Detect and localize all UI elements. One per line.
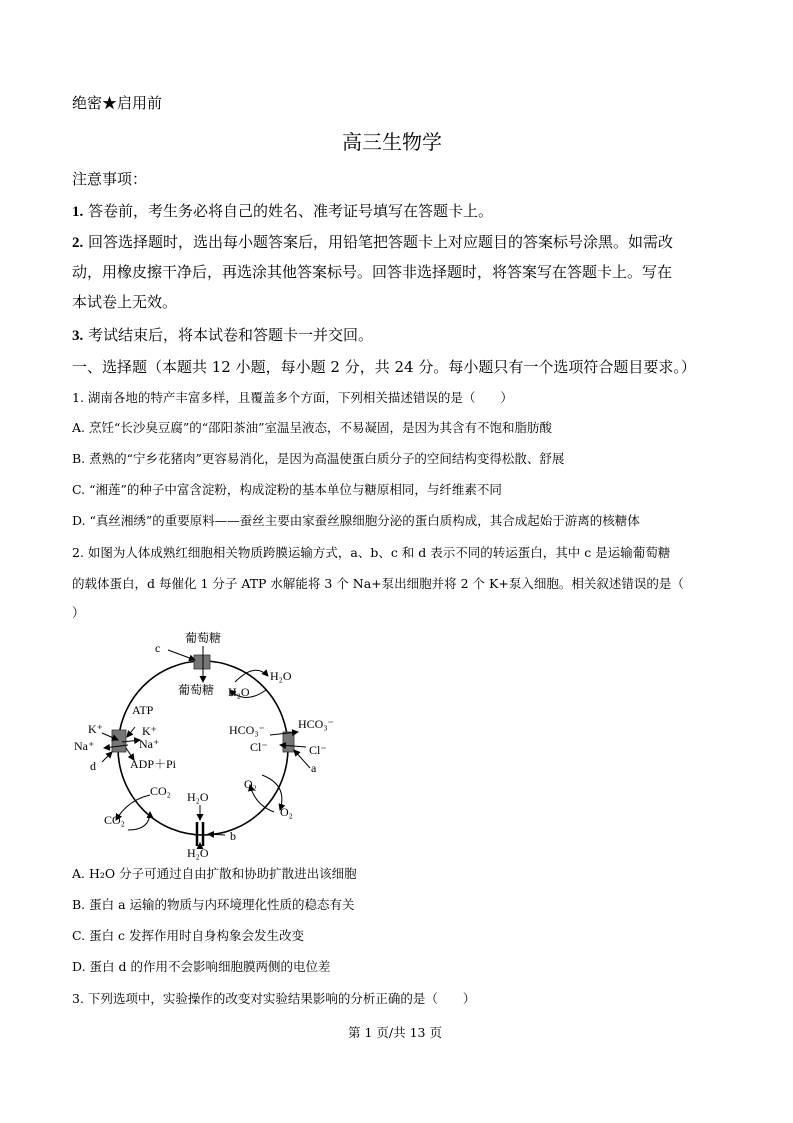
c-pointer <box>168 650 195 660</box>
protein-a <box>283 732 294 752</box>
atp-arrow <box>127 727 135 737</box>
label-o2-out: O₂ <box>280 805 293 819</box>
label-glucose-in: 葡萄糖 <box>178 683 215 697</box>
page-footer: 第 1 页/共 13 页 <box>348 1025 442 1040</box>
label-cl-in: Cl⁻ <box>250 740 268 754</box>
q2-stem-line1: 2. 如图为人体成熟红细胞相关物质跨膜运输方式，a、b、c 和 d 表示不同的转运蛋白，其中 c 是运输葡萄糖 <box>72 545 671 560</box>
section-heading: 一、选择题（本题共 12 小题，每小题 2 分，共 24 分。每小题只有一个选项符合题目要求。） <box>72 358 696 376</box>
notice-item-1-text: 答卷前，考生务必将自己的姓名、准考证号填写在答题卡上。 <box>88 202 494 220</box>
label-h2o-top: H₂O <box>187 790 209 804</box>
protein-d <box>112 730 126 752</box>
label-h2o-right-in: H₂O <box>228 685 250 699</box>
q2-option-b: B. 蛋白 a 运输的物质与内环境理化性质的稳态有关 <box>72 897 355 912</box>
notice-heading: 注意事项： <box>72 170 148 188</box>
label-h2o-right-out: H₂O <box>270 669 292 683</box>
label-co2-in: CO₂ <box>150 784 171 798</box>
q2-stem-line2: 的载体蛋白，d 每催化 1 分子 ATP 水解能将 3 个 Na+泵出细胞并将 2 个 K+泵入细胞。相关叙述错误的是（ <box>72 576 684 591</box>
q2-stem-line3: ） <box>72 605 85 620</box>
q3-stem: 3. 下列选项中，实验操作的改变对实验结果影响的分析正确的是（ ） <box>72 991 476 1006</box>
label-na-out: Na⁺ <box>74 739 95 753</box>
label-na-in: Na⁺ <box>139 737 160 751</box>
q1-option-d: D. “真丝湘绣”的重要原料——蚕丝主要由家蚕丝腺细胞分泌的蛋白质构成，其合成起始于游离的核糖体 <box>72 513 640 528</box>
q1-option-b: B. 煮熟的“宁乡花猪肉”更容易消化，是因为高温使蛋白质分子的空间结构变得松散、舒展 <box>72 451 565 466</box>
notice-item-2-line2: 动，用橡皮擦干净后，再选涂其他答案标号。回答非选择题时，将答案写在答题卡上。写在 <box>72 263 673 281</box>
label-co2-out: CO₂ <box>104 813 125 827</box>
label-k-in: K⁺ <box>142 724 157 738</box>
notice-item-2-line3: 本试卷上无效。 <box>72 293 178 311</box>
q2-option-d: D. 蛋白 d 的作用不会影响细胞膜两侧的电位差 <box>72 959 331 974</box>
label-b: b <box>230 829 236 843</box>
q1-option-c: C. “湘莲”的种子中富含淀粉，构成淀粉的基本单位与糖原相同，与纤维素不同 <box>72 482 502 497</box>
notice-item-2-text: 回答选择题时，选出每小题答案后，用铅笔把答题卡上对应题目的答案标号涂黑。如需改 <box>88 233 674 251</box>
co2-inner-arrow <box>128 812 150 830</box>
o2-in-arrow <box>262 775 282 810</box>
label-d: d <box>90 759 96 773</box>
q2-option-c: C. 蛋白 c 发挥作用时自身构象会发生改变 <box>72 928 305 943</box>
label-a: a <box>311 761 317 775</box>
label-o2-in: O₂ <box>244 777 257 791</box>
notice-item-3-num: 3. <box>72 328 84 344</box>
q1-option-a: A. 烹饪“长沙臭豆腐”的“邵阳茶油”室温呈液态，不易凝固，是因为其含有不饱和脂肪酸 <box>72 420 553 435</box>
label-atp: ATP <box>132 703 154 717</box>
d-pointer <box>102 752 112 762</box>
q1-stem: 1. 湖南各地的特产丰富多样，且覆盖多个方面，下列相关描述错误的是（ ） <box>72 390 513 405</box>
a-pointer <box>294 750 310 768</box>
label-c: c <box>155 641 161 655</box>
page-title: 高三生物学 <box>342 130 442 154</box>
secret-label: 绝密★启用前 <box>72 94 163 112</box>
label-hco3-in: HCO₃⁻ <box>229 723 265 737</box>
notice-item-1-num: 1. <box>72 204 84 220</box>
label-hco3-out: HCO₃⁻ <box>298 717 334 731</box>
protein-c <box>194 655 210 669</box>
label-glucose-out: 葡萄糖 <box>185 631 222 645</box>
label-adp: ADP＋Pi <box>130 757 177 771</box>
notice-item-2-num: 2. <box>72 235 84 251</box>
q2-option-a: A. H₂O 分子可通过自由扩散和协助扩散进出该细胞 <box>72 866 357 881</box>
label-cl-out: Cl⁻ <box>309 743 327 757</box>
label-k-out: K⁺ <box>88 722 103 736</box>
notice-item-3-text: 考试结束后，将本试卷和答题卡一并交回。 <box>88 326 374 344</box>
label-h2o-bottom: H₂O <box>187 846 209 860</box>
